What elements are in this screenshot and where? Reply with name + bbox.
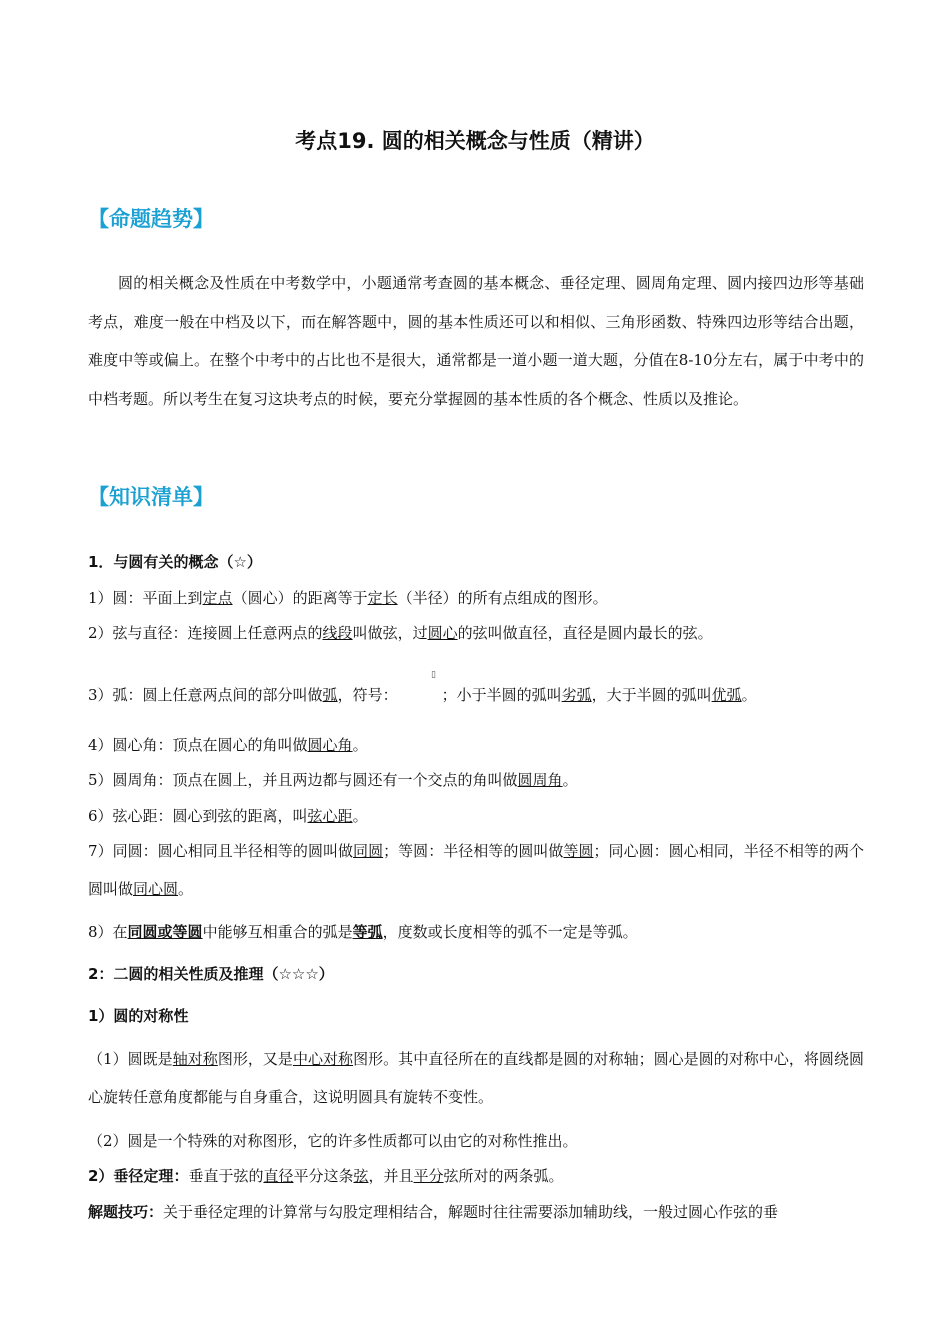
- item-inscribed-angle: 5）圆周角：顶点在圆上，并且两边都与圆还有一个交点的角叫做圆周角。: [88, 771, 578, 789]
- symmetry-paragraph-1: （1）圆既是轴对称图形，又是中心对称图形。其中直径所在的直线都是圆的对称轴；圆心是圆的对称中心，将圆绕圆心旋转任意角度都能与自身重合，这说明圆具有旋转不变性。: [88, 1050, 864, 1106]
- subheading-symmetry: 1）圆的对称性: [88, 1007, 189, 1025]
- item-equal-arc: 8）在同圆或等圆中能够互相重合的弧是等弧，度数或长度相等的弧不一定是等弧。: [88, 923, 638, 941]
- solving-tip: 解题技巧：关于垂径定理的计算常与勾股定理相结合，解题时往往需要添加辅助线，一般过圆心作弦的垂: [88, 1203, 779, 1221]
- subheading-properties: 2：二圆的相关性质及推理（☆☆☆）: [88, 965, 334, 983]
- item-chord-distance: 6）弦心距：圆心到弦的距离，叫弦心距。: [88, 807, 368, 825]
- item-arc: 3）弧：圆上任意两点间的部分叫做弧，符号： ；小于半圆的弧叫劣弧，大于半圆的弧叫优弧。: [88, 686, 757, 704]
- page-title: 考点19. 圆的相关概念与性质（精讲）: [295, 129, 655, 153]
- item-chord-diameter: 2）弦与直径：连接圆上任意两点的线段叫做弦，过圆心的弦叫做直径，直径是圆内最长的弦。: [88, 624, 713, 642]
- section-heading-knowledge: 【知识清单】: [88, 485, 214, 509]
- arc-symbol-placeholder-icon: ▯: [431, 670, 436, 680]
- trend-paragraph: 圆的相关概念及性质在中考数学中，小题通常考查圆的基本概念、垂径定理、圆周角定理、圆内接四边形等基础考点，难度一般在中档及以下，而在解答题中，圆的基本性质还可以和相似、三角形函数、特殊四边形等结合出题，难度中等或偏上。在整个中考中的占比也不是很大，通常都是一道小题一道大题，分值在8-10分左右，属于中考中的中档考题。所以考生在复习这块考点的时候，要充分掌握圆的基本性质的各个概念、性质以及推论。: [88, 274, 864, 408]
- item-same-circle: 7）同圆：圆心相同且半径相等的圆叫做同圆；等圆：半径相等的圆叫做等圆；同心圆：圆心相同，半径不相等的两个圆叫做同心圆。: [88, 842, 864, 898]
- subheading-concepts: 1．与圆有关的概念（☆）: [88, 553, 262, 571]
- symmetry-paragraph-2: （2）圆是一个特殊的对称图形，它的许多性质都可以由它的对称性推出。: [88, 1132, 578, 1150]
- section-heading-trend: 【命题趋势】: [88, 207, 214, 231]
- item-central-angle: 4）圆心角：顶点在圆心的角叫做圆心角。: [88, 736, 368, 754]
- perpendicular-diameter-theorem: 2）垂径定理：垂直于弦的直径平分这条弦，并且平分弦所对的两条弧。: [88, 1167, 564, 1185]
- item-circle: 1）圆：平面上到定点（圆心）的距离等于定长（半径）的所有点组成的图形。: [88, 589, 608, 607]
